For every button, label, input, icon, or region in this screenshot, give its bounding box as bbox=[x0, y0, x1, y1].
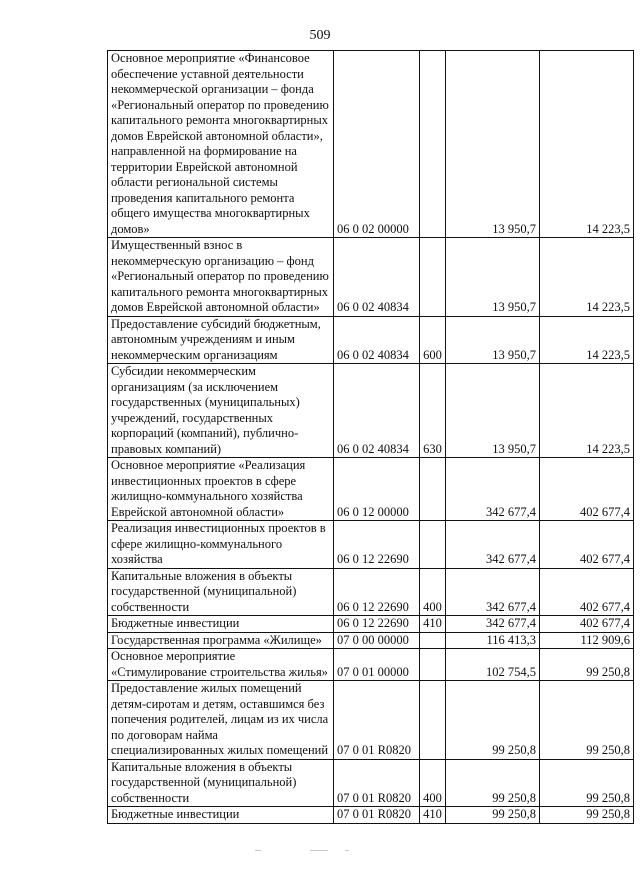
row-code: 06 0 02 40834 bbox=[334, 238, 420, 317]
row-sum-1: 102 754,5 bbox=[446, 649, 540, 681]
row-sum-1: 342 677,4 bbox=[446, 568, 540, 616]
table-row bbox=[108, 238, 634, 317]
table-row bbox=[108, 316, 634, 364]
row-name: Имущественный взнос в некоммерческую организацию – фонд «Региональный оператор по проведению капитального ремонта многоквартирных домов Еврейской автономной области» bbox=[108, 238, 334, 317]
row-sum-1: 13 950,7 bbox=[446, 316, 540, 364]
row-code: 06 0 12 00000 bbox=[334, 458, 420, 521]
row-vr: 400 bbox=[420, 759, 446, 807]
row-sum-2: 14 223,5 bbox=[540, 51, 634, 238]
row-name: Основное мероприятие «Финансовое обеспечение уставной деятельности некоммерческой организации – фонда «Региональный оператор по проведению капитального ремонта многоквартирных домов Еврейской автономной области», направленной на формирование на территории Еврейской автономной области региональной системы проведения капитального ремонта общего имущества многоквартирных домов» bbox=[108, 51, 334, 238]
row-sum-2: 99 250,8 bbox=[540, 681, 634, 760]
row-name: Реализация инвестиционных проектов в сфере жилищно-коммунального хозяйства bbox=[108, 521, 334, 569]
row-name: Бюджетные инвестиции bbox=[108, 616, 334, 633]
row-name: Субсидии некоммерческим организациям (за исключением государственных (муниципальных) учреждений, государственных корпораций (компаний), публично-правовых компаний) bbox=[108, 364, 334, 458]
scan-speck bbox=[310, 850, 328, 851]
table-row bbox=[108, 649, 634, 681]
row-code: 06 0 12 22690 bbox=[334, 568, 420, 616]
row-name: Предоставление жилых помещений детям-сиротам и детям, оставшимся без попечения родителей, лицам из их числа по договорам найма специализированных жилых помещений bbox=[108, 681, 334, 760]
row-vr bbox=[420, 51, 446, 238]
row-sum-1: 116 413,3 bbox=[446, 632, 540, 649]
row-sum-1: 99 250,8 bbox=[446, 681, 540, 760]
table-row bbox=[108, 458, 634, 521]
row-vr bbox=[420, 458, 446, 521]
row-sum-1: 342 677,4 bbox=[446, 616, 540, 633]
budget-table bbox=[107, 50, 634, 824]
row-sum-2: 402 677,4 bbox=[540, 616, 634, 633]
row-sum-2: 99 250,8 bbox=[540, 759, 634, 807]
row-name: Основное мероприятие «Стимулирование строительства жилья» bbox=[108, 649, 334, 681]
row-vr bbox=[420, 632, 446, 649]
row-vr: 400 bbox=[420, 568, 446, 616]
row-code: 07 0 01 R0820 bbox=[334, 807, 420, 824]
row-name: Основное мероприятие «Реализация инвестиционных проектов в сфере жилищно-коммунального хозяйства Еврейской автономной области» bbox=[108, 458, 334, 521]
table-row bbox=[108, 364, 634, 458]
row-code: 06 0 02 40834 bbox=[334, 364, 420, 458]
row-vr: 600 bbox=[420, 316, 446, 364]
row-sum-2: 14 223,5 bbox=[540, 316, 634, 364]
row-code: 07 0 01 R0820 bbox=[334, 681, 420, 760]
scan-speck bbox=[255, 850, 261, 851]
table-row bbox=[108, 521, 634, 569]
row-sum-1: 99 250,8 bbox=[446, 807, 540, 824]
row-sum-1: 99 250,8 bbox=[446, 759, 540, 807]
row-code: 07 0 00 00000 bbox=[334, 632, 420, 649]
table-row bbox=[108, 51, 634, 238]
row-sum-1: 13 950,7 bbox=[446, 364, 540, 458]
row-sum-2: 402 677,4 bbox=[540, 568, 634, 616]
row-name: Капитальные вложения в объекты государственной (муниципальной) собственности bbox=[108, 759, 334, 807]
row-sum-1: 13 950,7 bbox=[446, 51, 540, 238]
row-code: 06 0 12 22690 bbox=[334, 616, 420, 633]
table-row bbox=[108, 807, 634, 824]
row-sum-2: 14 223,5 bbox=[540, 364, 634, 458]
row-sum-2: 99 250,8 bbox=[540, 807, 634, 824]
row-vr bbox=[420, 649, 446, 681]
row-vr: 630 bbox=[420, 364, 446, 458]
row-vr bbox=[420, 238, 446, 317]
row-sum-2: 402 677,4 bbox=[540, 521, 634, 569]
row-sum-2: 14 223,5 bbox=[540, 238, 634, 317]
table-row bbox=[108, 759, 634, 807]
table-row bbox=[108, 681, 634, 760]
row-sum-2: 402 677,4 bbox=[540, 458, 634, 521]
row-vr: 410 bbox=[420, 616, 446, 633]
row-vr bbox=[420, 521, 446, 569]
row-code: 06 0 02 00000 bbox=[334, 51, 420, 238]
row-sum-1: 342 677,4 bbox=[446, 458, 540, 521]
row-code: 07 0 01 R0820 bbox=[334, 759, 420, 807]
row-name: Бюджетные инвестиции bbox=[108, 807, 334, 824]
row-sum-2: 99 250,8 bbox=[540, 649, 634, 681]
row-code: 06 0 12 22690 bbox=[334, 521, 420, 569]
row-name: Государственная программа «Жилище» bbox=[108, 632, 334, 649]
row-vr: 410 bbox=[420, 807, 446, 824]
row-code: 06 0 02 40834 bbox=[334, 316, 420, 364]
row-sum-1: 13 950,7 bbox=[446, 238, 540, 317]
scan-speck bbox=[345, 850, 349, 851]
row-code: 07 0 01 00000 bbox=[334, 649, 420, 681]
row-sum-1: 342 677,4 bbox=[446, 521, 540, 569]
table-row bbox=[108, 616, 634, 633]
row-name: Предоставление субсидий бюджетным, автономным учреждениям и иным некоммерческим организациям bbox=[108, 316, 334, 364]
row-vr bbox=[420, 681, 446, 760]
page-number: 509 bbox=[309, 28, 331, 43]
row-sum-2: 112 909,6 bbox=[540, 632, 634, 649]
table-row bbox=[108, 632, 634, 649]
row-name: Капитальные вложения в объекты государственной (муниципальной) собственности bbox=[108, 568, 334, 616]
table-row bbox=[108, 568, 634, 616]
